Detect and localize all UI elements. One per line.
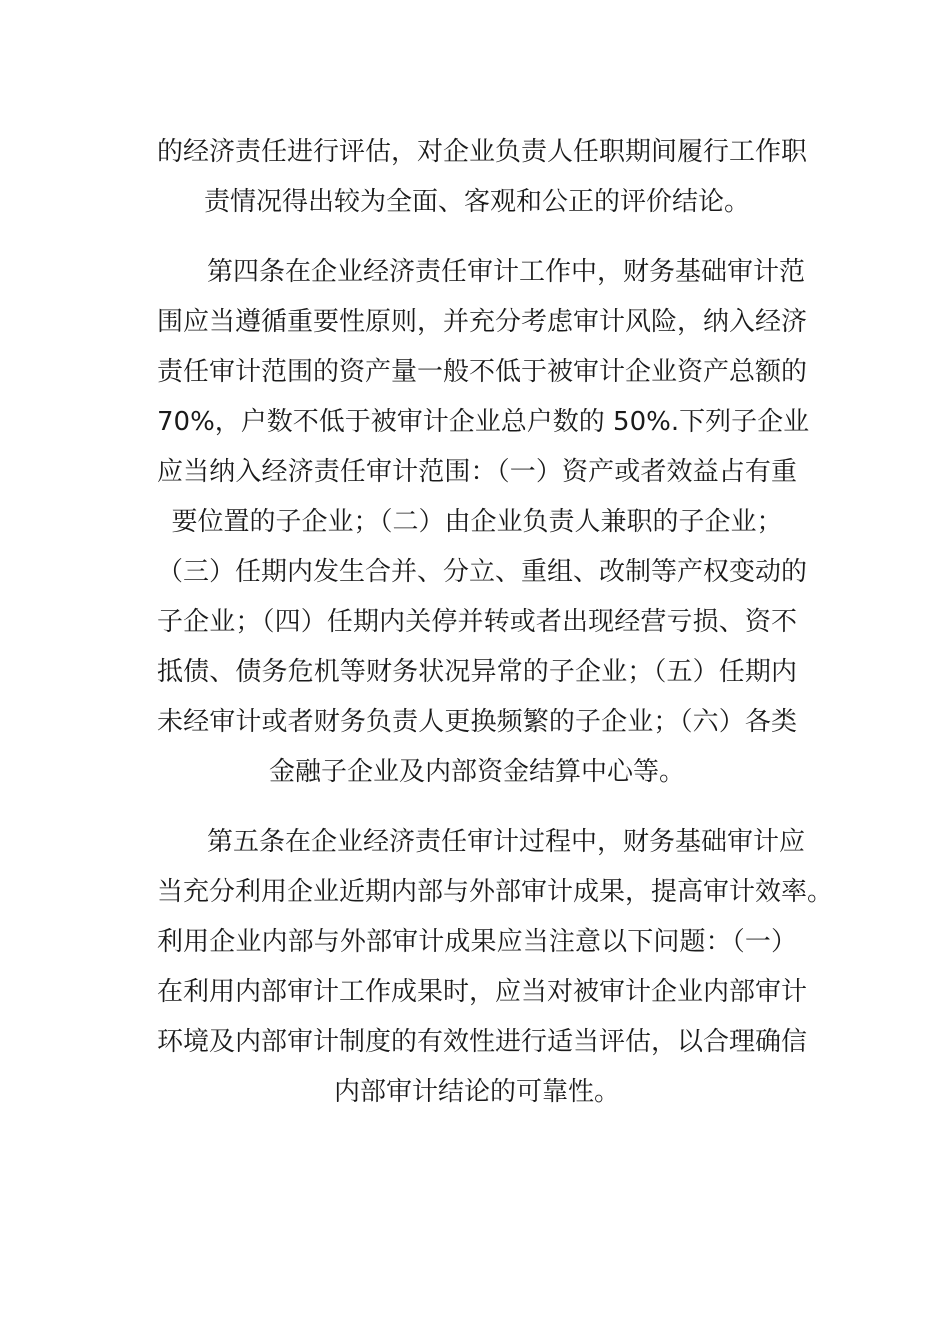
paragraph-line: 70%，户数不低于被审计企业总户数的 50%.下列子企业 bbox=[157, 407, 810, 437]
paragraph-line: （三）任期内发生合并、分立、重组、改制等产权变动的 bbox=[157, 557, 808, 587]
paragraph-line: 围应当遵循重要性原则，并充分考虑审计风险，纳入经济 bbox=[157, 307, 808, 337]
paragraph-line: 责任审计范围的资产量一般不低于被审计企业资产总额的 bbox=[157, 357, 808, 387]
paragraph-line: 要位置的子企业；（二）由企业负责人兼职的子企业； bbox=[171, 507, 783, 537]
paragraph-line: 第四条在企业经济责任审计工作中，财务基础审计范 bbox=[207, 257, 806, 287]
paragraph-line: 金融子企业及内部资金结算中心等。 bbox=[268, 757, 685, 787]
paragraph-line: 当充分利用企业近期内部与外部审计成果，提高审计效率。 bbox=[157, 877, 834, 907]
paragraph-line: 利用企业内部与外部审计成果应当注意以下问题：（一） bbox=[157, 927, 797, 957]
paragraph-line: 未经审计或者财务负责人更换频繁的子企业；（六）各类 bbox=[157, 707, 797, 737]
paragraph-line: 的经济责任进行评估，对企业负责人任职期间履行工作职 bbox=[157, 137, 808, 167]
paragraph-line: 责情况得出较为全面、客观和公正的评价结论。 bbox=[203, 187, 750, 217]
paragraph-line: 应当纳入经济责任审计范围：（一）资产或者效益占有重 bbox=[157, 457, 797, 487]
paragraph-line: 内部审计结论的可靠性。 bbox=[333, 1077, 620, 1107]
paragraph-line: 抵债、债务危机等财务状况异常的子企业；（五）任期内 bbox=[157, 657, 797, 687]
paragraph-line: 环境及内部审计制度的有效性进行适当评估，以合理确信 bbox=[157, 1027, 808, 1057]
paragraph-line: 在利用内部审计工作成果时，应当对被审计企业内部审计 bbox=[157, 977, 808, 1007]
paragraph-line: 第五条在企业经济责任审计过程中，财务基础审计应 bbox=[207, 827, 806, 857]
paragraph-line: 子企业；（四）任期内关停并转或者出现经营亏损、资不 bbox=[157, 607, 797, 637]
